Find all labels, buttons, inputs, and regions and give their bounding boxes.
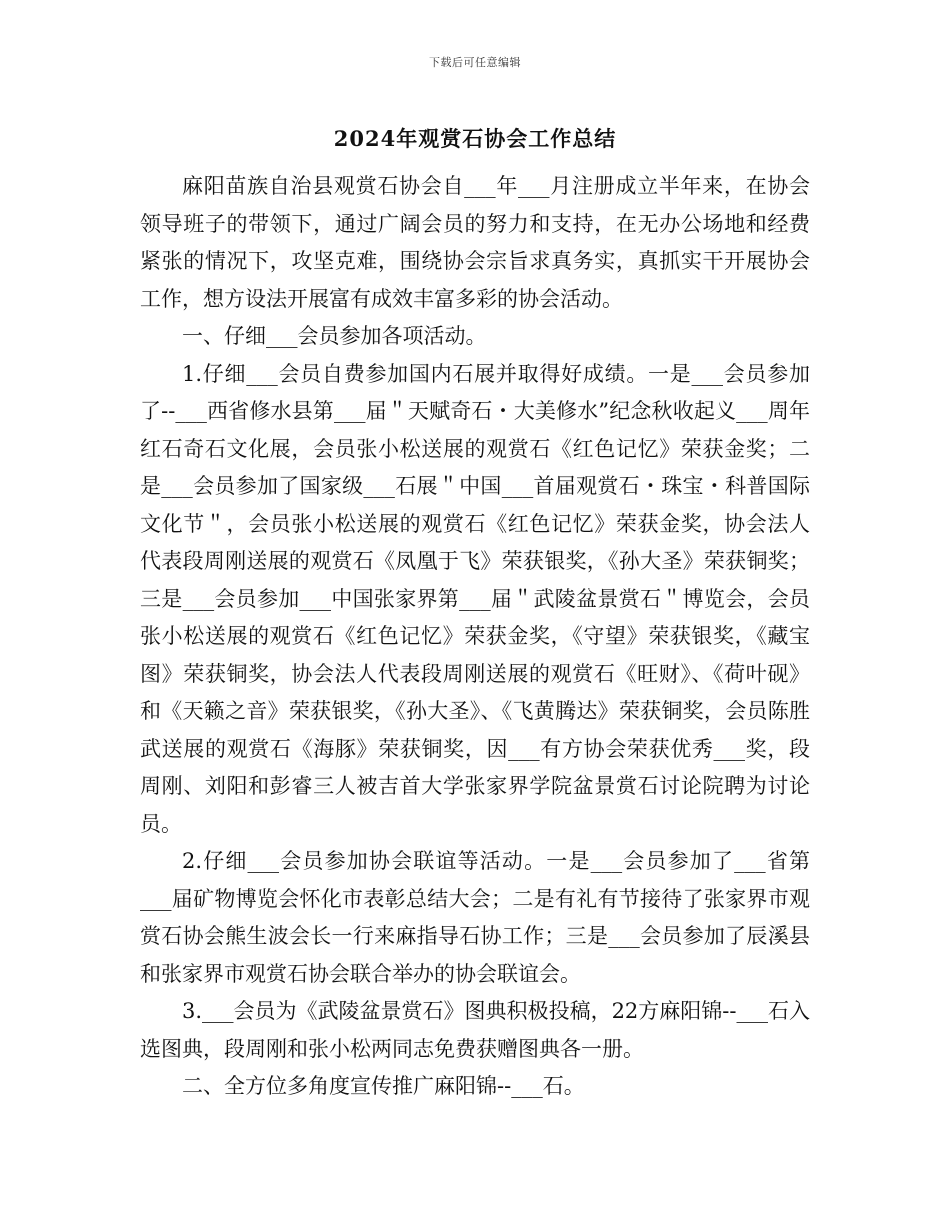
document-body: [140, 168, 810, 1106]
paragraph-item-3: 3.___会员为《武陵盆景赏石》图典积极投稿，22方麻阳锦--___石入选图典，段周刚和张小松两同志免费获赠图典各一册。: [140, 999, 810, 1061]
intro-paragraph: 麻阳苗族自治县观赏石协会自___年___月注册成立半年来，在协会领导班子的带领下，通过广阔会员的努力和支持，在无办公场地和经费紧张的情况下，攻坚克难，围绕协会宗旨求真务实，真抓实干开展协会工作，想方设法开展富有成效丰富多彩的协会活动。: [140, 174, 810, 311]
document-title: 2024年观赏石协会工作总结: [333, 126, 617, 151]
paragraph-item-1: 1.仔细___会员自费参加国内石展并取得好成绩。一是___会员参加了--___西省修水县第___届＂天赋奇石・大美修水”纪念秋收起义___周年红石奇石文化展，会员张小松送展的观赏石《红色记忆》荣获金奖；二是___会员参加了国家级___石展＂中国___首届观赏石・珠宝・科普国际文化节＂，会员张小松送展的观赏石《红色记忆》荣获金奖，协会法人代表段周刚送展的观赏石《凤凰于飞》荣获银奖，《孙大圣》荣获铜奖；三是___会员参加___中国张家界第___届＂武陵盆景赏石＂博览会，会员张小松送展的观赏石《红色记忆》荣获金奖，《守望》荣获银奖，《藏宝图》荣获铜奖，协会法人代表段周刚送展的观赏石《旺财》、《荷叶砚》和《天籁之音》荣获银奖，《孙大圣》、《飞黄腾达》荣获铜奖，会员陈胜武送展的观赏石《海豚》荣获铜奖，因___有方协会荣获优秀___奖，段周刚、刘阳和彭睿三人被吉首大学张家界学院盆景赏石讨论院聘为讨论员。: [140, 361, 810, 836]
paragraph-item-2: 2.仔细___会员参加协会联谊等活动。一是___会员参加了___省第___届矿物博览会怀化市表彰总结大会；二是有礼有节接待了张家界市观赏石协会熊生波会长一行来麻指导石协工作；三是___会员参加了辰溪县和张家界市观赏石协会联合举办的协会联谊会。: [140, 849, 810, 986]
section-heading-2: 二、全方位多角度宣传推广麻阳锦--___石。: [182, 1074, 585, 1098]
header-note: 下载后可任意编辑: [429, 56, 521, 69]
section-heading-1: 一、仔细___会员参加各项活动。: [182, 324, 487, 348]
